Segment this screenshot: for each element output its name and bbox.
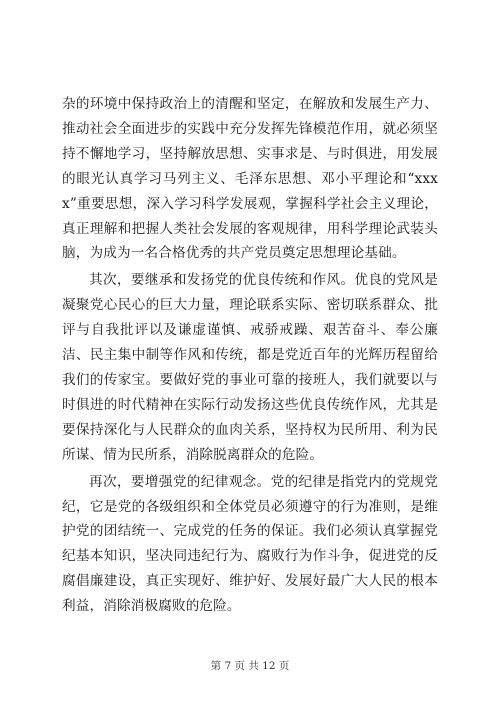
page-number-footer: 第 7 页 共 12 页 bbox=[210, 660, 290, 672]
document-body bbox=[62, 92, 438, 619]
paragraph-party-style: 其次，要继承和发扬党的优良传统和作风。优良的党风是凝聚党心民心的巨大力量，理论联系实际、密切联系群众、批评与自我批评以及谦虚谨慎、戒骄戒躁、艰苦奋斗、奉公廉洁、民主集中制等作风和传统，都是党近百年的光辉历程留给我们的传家宝。要做好党的事业可靠的接班人，我们就要以与时俱进的时代精神在实际行动发扬这些优良传统作风，尤其是要保持深化与人民群众的血肉关系，坚持权为民所用、利为民所谋、情为民所系，消除脱离群众的危险。 bbox=[62, 272, 438, 463]
paragraph-continued: 杂的环境中保持政治上的清醒和坚定，在解放和发展生产力、推动社会全面进步的实践中充分发挥先锋模范作用，就必须坚持不懈地学习，坚持解放思想、实事求是、与时俱进，用发展的眼光认真学习马列主义、毛泽东思想、邓小平理论和“xxxx”重要思想，深入学习科学发展观，掌握科学社会主义理论，真正理解和把握人类社会发展的客观规律，用科学理论武装头脑，为成为一名合格优秀的共产党员奠定思想理论基础。 bbox=[62, 96, 438, 262]
paragraph-party-discipline: 再次，要增强党的纪律观念。党的纪律是指党内的党规党纪，它是党的各级组织和全体党员必须遵守的行为准则，是维护党的团结统一、完成党的任务的保证。我们必须认真掌握党纪基本知识，坚决同违纪行为、腐败行为作斗争，促进党的反腐倡廉建设，真正实现好、维护好、发展好最广大人民的根本利益，消除消极腐败的危险。 bbox=[62, 473, 438, 615]
